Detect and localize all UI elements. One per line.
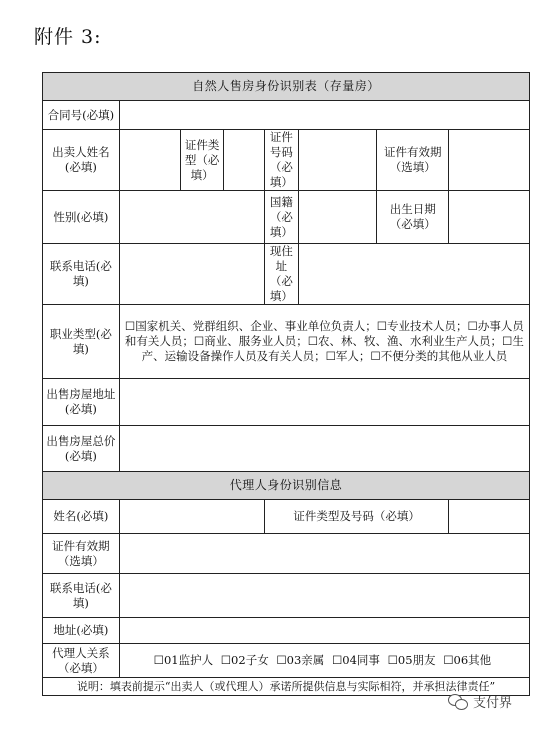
contract-no-field[interactable] bbox=[119, 101, 529, 130]
agent-relation-label: 代理人关系（必填） bbox=[43, 644, 120, 678]
attachment-label: 附件 3: bbox=[34, 26, 102, 48]
identification-form bbox=[42, 72, 530, 696]
agent-id-type-number-field[interactable] bbox=[449, 500, 530, 534]
agent-relation-options[interactable] bbox=[119, 644, 529, 678]
section1-title: 自然人售房身份识别表（存量房） bbox=[43, 73, 530, 101]
agent-address-label: 地址(必填) bbox=[43, 618, 120, 644]
agent-id-type-number-label: 证件类型及号码（必填） bbox=[265, 500, 449, 534]
id-validity-label: 证件有效期（选填） bbox=[377, 130, 449, 191]
agent-phone-label: 联系电话(必填) bbox=[43, 574, 120, 618]
id-validity-field[interactable] bbox=[449, 130, 530, 191]
form-note: 说明：填表前提示“出卖人（或代理人）承诺所提供信息与实际相符，并承担法律责任” bbox=[43, 678, 530, 696]
nationality-label: 国籍（必填） bbox=[265, 191, 298, 244]
house-address-label: 出售房屋地址(必填) bbox=[43, 379, 120, 426]
address-label: 现住址（必填） bbox=[265, 244, 298, 305]
occupation-label: 职业类型(必填) bbox=[43, 305, 120, 379]
id-type-field[interactable] bbox=[223, 130, 264, 191]
agent-address-field[interactable] bbox=[119, 618, 529, 644]
relation-option[interactable]: ☐04同事 bbox=[331, 653, 380, 667]
seller-name-field[interactable] bbox=[119, 130, 181, 191]
phone-field[interactable] bbox=[119, 244, 264, 305]
agent-id-validity-label: 证件有效期（选填） bbox=[43, 534, 120, 574]
id-type-label: 证件类型（必填） bbox=[181, 130, 223, 191]
section2-title: 代理人身份识别信息 bbox=[43, 472, 530, 500]
agent-phone-field[interactable] bbox=[119, 574, 529, 618]
id-number-field[interactable] bbox=[298, 130, 377, 191]
watermark-text: 支付界 bbox=[473, 696, 513, 711]
agent-name-label: 姓名(必填) bbox=[43, 500, 120, 534]
wechat-icon bbox=[448, 694, 468, 710]
agent-name-field[interactable] bbox=[119, 500, 264, 534]
watermark bbox=[448, 692, 512, 711]
relation-option[interactable]: ☐03亲属 bbox=[276, 653, 325, 667]
birth-date-label: 出生日期（必填） bbox=[377, 191, 449, 244]
phone-label: 联系电话(必填) bbox=[43, 244, 120, 305]
relation-option[interactable]: ☐02子女 bbox=[220, 653, 269, 667]
relation-option[interactable]: ☐01监护人 bbox=[153, 653, 214, 667]
gender-label: 性别(必填) bbox=[43, 191, 120, 244]
nationality-field[interactable] bbox=[298, 191, 377, 244]
id-number-label: 证件号码（必填） bbox=[265, 130, 298, 191]
house-price-field[interactable] bbox=[119, 426, 529, 472]
agent-id-validity-field[interactable] bbox=[119, 534, 529, 574]
contract-no-label: 合同号(必填) bbox=[43, 101, 120, 130]
birth-date-field[interactable] bbox=[449, 191, 530, 244]
address-field[interactable] bbox=[298, 244, 529, 305]
seller-name-label: 出卖人姓名(必填) bbox=[43, 130, 120, 191]
house-price-label: 出售房屋总价(必填) bbox=[43, 426, 120, 472]
relation-option[interactable]: ☐05朋友 bbox=[387, 653, 436, 667]
gender-field[interactable] bbox=[119, 191, 264, 244]
house-address-field[interactable] bbox=[119, 379, 529, 426]
relation-option[interactable]: ☐06其他 bbox=[443, 653, 492, 667]
occupation-options[interactable]: ☐国家机关、党群组织、企业、事业单位负责人；☐专业技术人员；☐办事人员和有关人员；☐商业、服务业人员；☐农、林、牧、渔、水利业生产人员；☐生产、运输设备操作人员及有关人员；☐军人；☐不便分类的其他从业人员 bbox=[119, 305, 529, 379]
